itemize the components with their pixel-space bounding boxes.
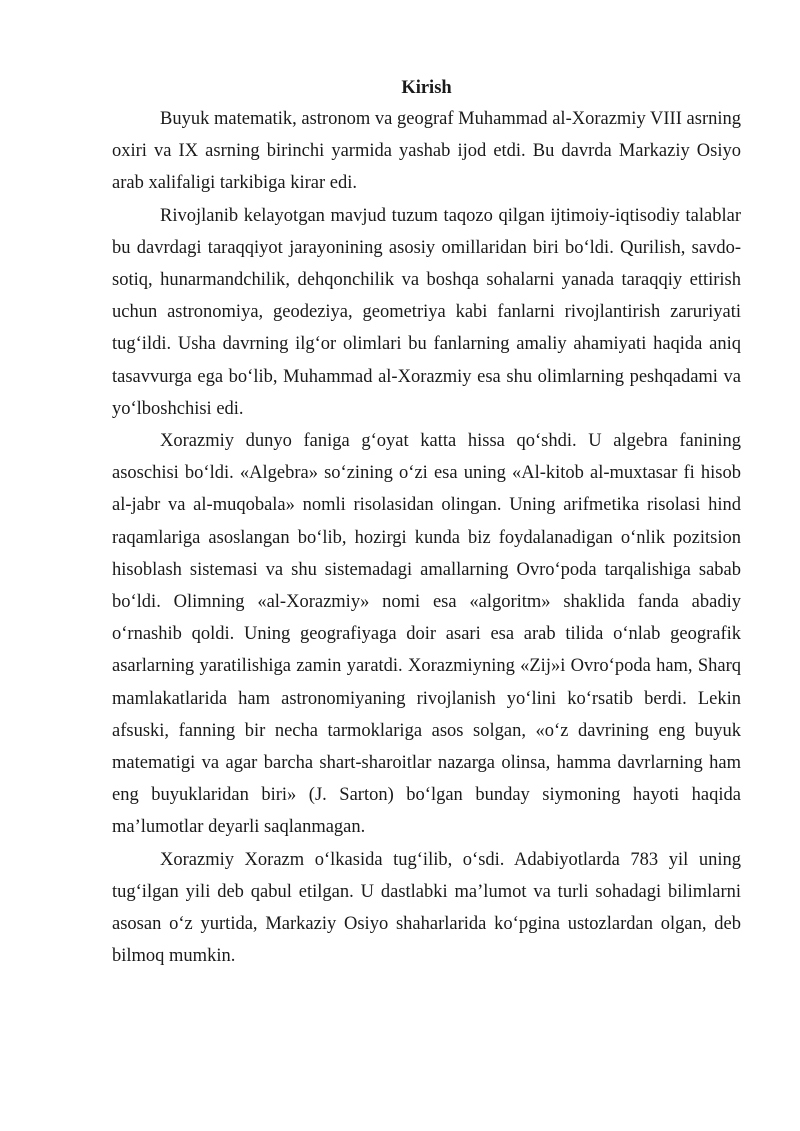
paragraph-3: Xorazmiy dunyo faniga g‘oyat katta hissa qo‘shdi. U algebra fanining asoschisi bo‘ldi. «Algebra» so‘zining o‘zi esa uning «Al-kitob al-muxtasar fi hisob al-jabr va al-muqobala» nomli risolasidan olingan. Uning arifmetika risolasi hind raqamlariga asoslangan bo‘lib, hozirgi kunda biz foydalanadigan o‘nlik pozitsion hisoblash sistemasi va shu sistemadagi amallarning Ovro‘poda tarqalishiga sabab bo‘ldi. Olimning «al-Xorazmiy» nomi esa «algoritm» shaklida fanda abadiy o‘rnashib qoldi. Uning geografiyaga doir asari esa arab tilida o‘nlab geografik asarlarning yaratilishiga zamin yaratdi. Xorazmiyning «Zij»i Ovro‘poda ham, Sharq mamlakatlarida ham astronomiyaning rivojlanish yo‘lini ko‘rsatib berdi. Lekin afsuski, fanning bir necha tarmoklariga asos solgan, «o‘z davrining eng buyuk matematigi va agar barcha shart-sharoitlar nazarga olinsa, hamma davrlarning ham eng buyuklaridan biri» (J. Sarton) bo‘lgan bunday siymoning hayoti haqida ma’lumotlar deyarli saqlanmagan. [112,431,741,838]
paragraph-4: Xorazmiy Xorazm o‘lkasida tug‘ilib, o‘sdi. Adabiyotlarda 783 yil uning tug‘ilgan yili deb qabul etilgan. U dastlabki ma’lumot va turli sohadagi bilimlarni asosan o‘z yurtida, Markaziy Osiyo shaharlarida ko‘pgina ustozlardan olgan, deb bilmoq mumkin. [112,849,741,967]
section-title: Kirish [401,78,452,98]
document-body [112,73,741,972]
paragraph-2: Rivojlanib kelayotgan mavjud tuzum taqozo qilgan ijtimoiy-iqtisodiy talablar bu davrdagi taraqqiyot jarayonining asosiy omillaridan biri bo‘ldi. Qurilish, savdo-sotiq, hunarmandchilik, dehqonchilik va boshqa sohalarni yanada taraqqiy ettirish uchun astronomiya, geodeziya, geometriya kabi fanlarni rivojlantirish zaruriyati tug‘ildi. Usha davrning ilg‘or olimlari bu fanlarning amaliy ahamiyati haqida aniq tasavvurga ega bo‘lib, Muhammad al-Xorazmiy esa shu olimlarning peshqadami va yo‘lboshchisi edi. [112,205,741,419]
paragraph-1: Buyuk matematik, astronom va geograf Muhammad al-Xorazmiy VIII asrning oxiri va IX asrning birinchi yarmida yashab ijod etdi. Bu davrda Markaziy Osiyo arab xalifaligi tarkibiga kirar edi. [112,109,741,194]
